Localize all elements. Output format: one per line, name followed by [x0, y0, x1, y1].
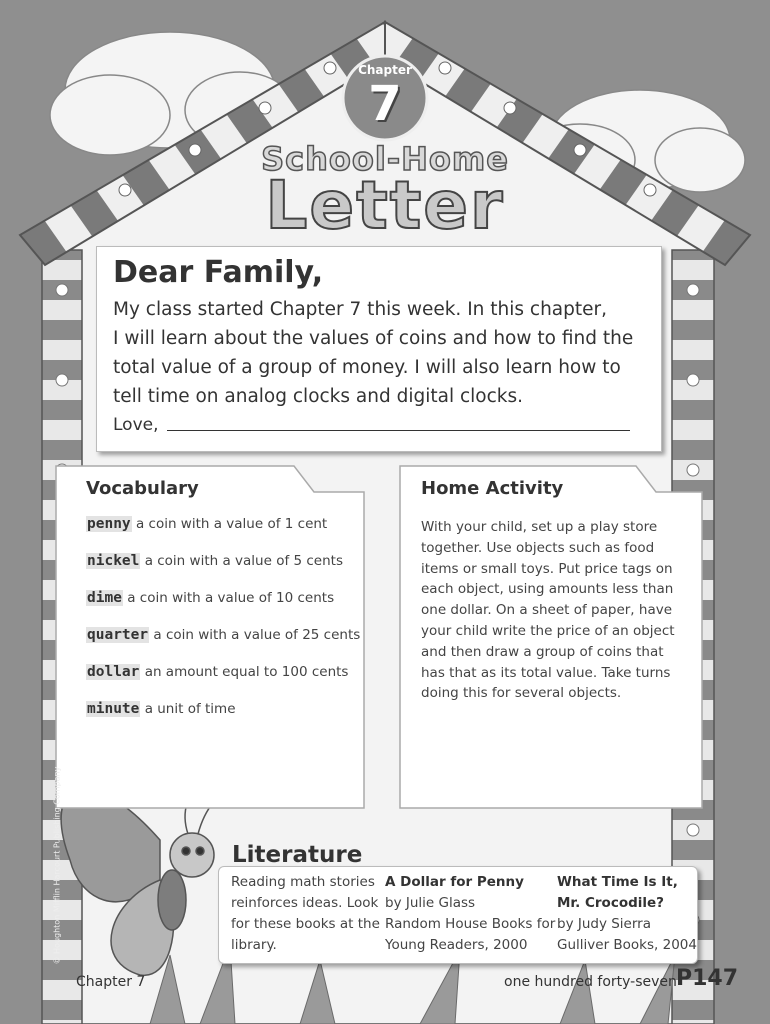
text-line: With your child, set up a play store	[421, 519, 658, 535]
vocab-term: quarter	[87, 627, 149, 643]
book-title: What Time Is It,	[557, 874, 678, 890]
list-item	[86, 553, 376, 590]
book-publisher: Random House Books for	[385, 916, 556, 932]
home-activity-heading: Home Activity	[421, 478, 564, 499]
text-line: reinforces ideas. Look	[231, 895, 379, 911]
letter-line: I will learn about the values of coins and how to find the	[113, 328, 634, 349]
text-line: has that as its total value. Take turns	[421, 664, 671, 681]
vocab-term: penny	[87, 516, 131, 532]
vocabulary-list	[86, 516, 376, 738]
list-item	[86, 627, 376, 664]
text-line: your child write the price of an object	[421, 622, 675, 639]
letter-card	[96, 246, 662, 452]
closing: Love,	[113, 415, 159, 435]
literature-heading: Literature	[232, 842, 363, 868]
literature-card	[218, 866, 698, 964]
letter-line: total value of a group of money. I will also learn how to	[113, 357, 621, 378]
signature-line	[167, 430, 630, 431]
vocab-term: minute	[87, 701, 140, 717]
vocab-term: dime	[87, 590, 122, 606]
copyright: © Houghton Mifflin Harcourt Publishing Company	[52, 766, 62, 965]
text-line: items or small toys. Put price tags on	[421, 560, 673, 577]
book-1	[385, 872, 555, 956]
literature-intro	[231, 872, 381, 956]
vocabulary-heading: Vocabulary	[86, 478, 199, 499]
text-line: and then draw a group of coins that	[421, 643, 664, 660]
list-item	[86, 701, 376, 738]
greeting: Dear Family,	[113, 255, 324, 290]
book-2	[557, 872, 697, 956]
vocab-term: dollar	[87, 664, 140, 680]
footer-chapter: Chapter 7	[76, 974, 146, 990]
book-publisher: Young Readers, 2000	[385, 937, 528, 953]
list-item	[86, 664, 376, 701]
chapter-label: Chapter	[358, 63, 412, 77]
letter-line: tell time on analog clocks and digital clocks.	[113, 386, 524, 407]
text-line: library.	[231, 937, 277, 953]
footer-page-words: one hundred forty-seven	[504, 974, 677, 990]
text-line: each object, using amounts less than	[421, 581, 674, 598]
book-author: by Judy Sierra	[557, 916, 651, 932]
text-line: doing this for several objects.	[421, 685, 622, 702]
book-title: Mr. Crocodile?	[557, 895, 665, 911]
subtitle: School-Home	[261, 140, 509, 178]
list-item	[86, 516, 376, 553]
vocab-definition: a coin with a value of 5 cents	[144, 553, 343, 569]
vocab-definition: an amount equal to 100 cents	[144, 664, 349, 680]
letter-body	[113, 295, 653, 411]
letter-line: My class started Chapter 7 this week. In this chapter,	[113, 299, 607, 320]
text-line: Reading math stories	[231, 874, 375, 890]
book-publisher: Gulliver Books, 2004	[557, 937, 697, 953]
book-title: A Dollar for Penny	[385, 874, 524, 890]
page-number: P147	[676, 966, 739, 991]
vocab-term: nickel	[87, 553, 140, 569]
vocab-definition: a coin with a value of 1 cent	[135, 516, 328, 532]
chapter-number: 7	[368, 76, 402, 132]
vocab-definition: a unit of time	[144, 701, 236, 717]
vocab-definition: a coin with a value of 10 cents	[127, 590, 335, 606]
text-line: for these books at the	[231, 916, 380, 932]
vocab-definition: a coin with a value of 25 cents	[153, 627, 361, 643]
text-line: together. Use objects such as food	[421, 539, 655, 556]
book-author: by Julie Glass	[385, 895, 476, 911]
list-item	[86, 590, 376, 627]
home-activity-text	[421, 517, 683, 704]
text-line: one dollar. On a sheet of paper, have	[421, 602, 673, 619]
page-title: Letter	[265, 167, 505, 244]
